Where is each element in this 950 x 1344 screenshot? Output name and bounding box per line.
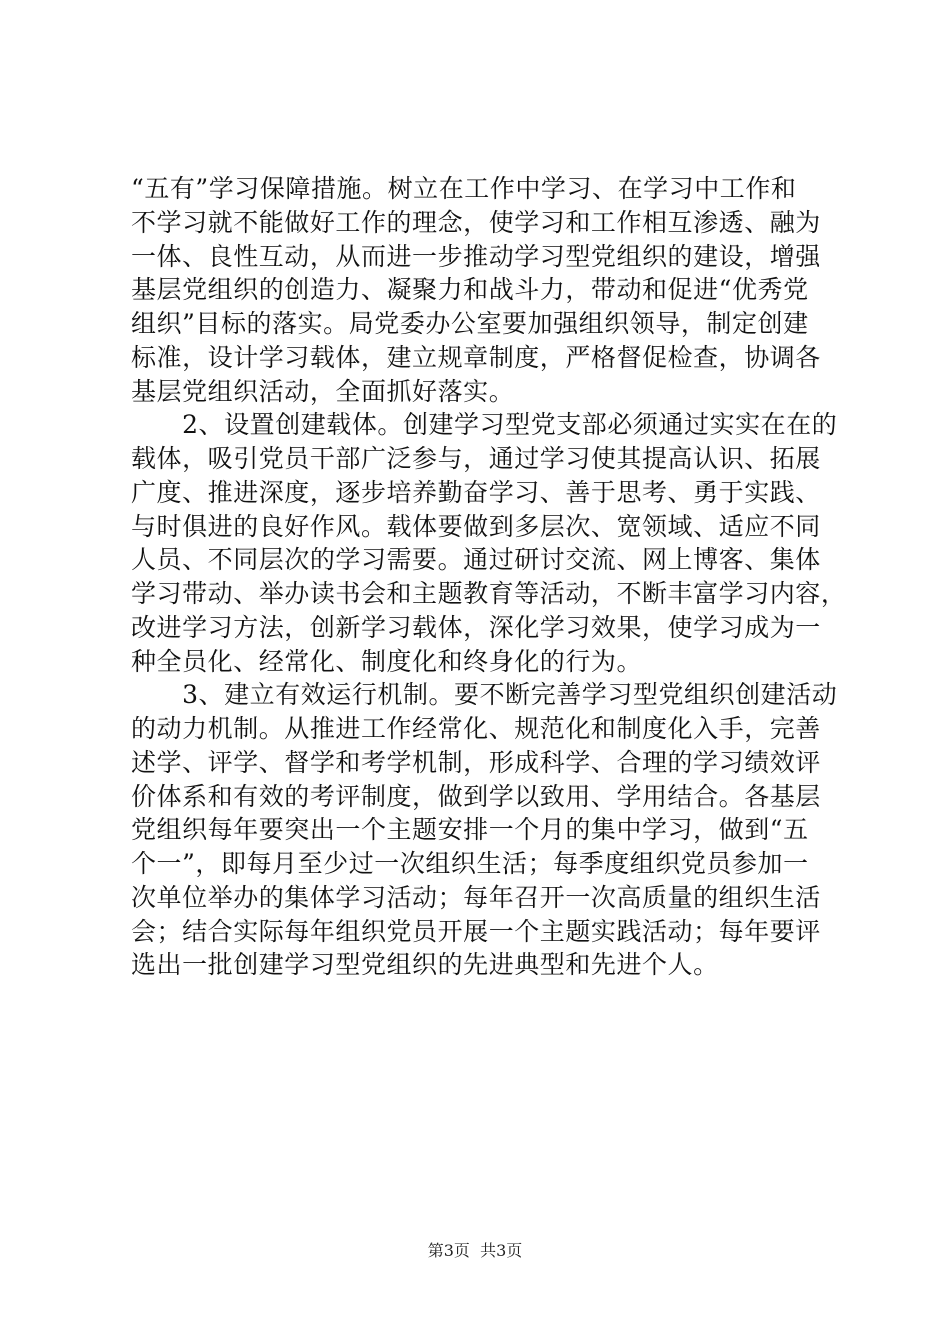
page-number-footer: 第3页 共3页 (427, 1241, 523, 1260)
text-line: 学习带动、举办读书会和主题教育等活动，不断丰富学习内容， (131, 579, 847, 608)
text-line: 党组织每年要突出一个主题安排一个月的集中学习，做到“五 (131, 815, 809, 845)
text-line: 的动力机制。从推进工作经常化、规范化和制度化入手，完善 (131, 714, 821, 743)
text-line: 改进学习方法，创新学习载体，深化学习效果，使学习成为一 (131, 612, 821, 642)
text-line: 次单位举办的集体学习活动；每年召开一次高质量的组织生活 (131, 882, 821, 912)
text-line: 述学、评学、督学和考学机制，形成科学、合理的学习绩效评 (131, 747, 821, 777)
text-line: 3、建立有效运行机制。要不断完善学习型党组织创建活动 (131, 680, 838, 710)
text-line: “五有”学习保障措施。树立在工作中学习、在学习中工作和 (131, 174, 797, 203)
text-line: 价体系和有效的考评制度，做到学以致用、学用结合。各基层 (131, 781, 821, 811)
text-line: 标准，设计学习载体，建立规章制度，严格督促检查，协调各 (131, 342, 821, 372)
text-line: 不学习就不能做好工作的理念，使学习和工作相互渗透、融为 (131, 207, 821, 237)
text-line: 人员、不同层次的学习需要。通过研讨交流、网上博客、集体 (131, 545, 821, 575)
text-line: 组织”目标的落实。局党委办公室要加强组织领导，制定创建 (131, 309, 809, 338)
text-line: 基层党组织活动，全面抓好落实。 (131, 376, 515, 406)
text-line: 选出一批创建学习型党组织的先进典型和先进个人。 (131, 950, 719, 980)
text-line: 广度、推进深度，逐步培养勤奋学习、善于思考、勇于实践、 (131, 477, 821, 507)
text-line: 种全员化、经常化、制度化和终身化的行为。 (131, 646, 643, 676)
text-line: 2、设置创建载体。创建学习型党支部必须通过实实在在的 (131, 410, 838, 440)
text-line: 一体、良性互动，从而进一步推动学习型党组织的建设，增强 (131, 241, 821, 271)
text-line: 与时俱进的良好作风。载体要做到多层次、宽领域、适应不同 (131, 511, 821, 541)
body-text (131, 172, 847, 982)
text-line: 个一”，即每月至少过一次组织生活；每季度组织党员参加一 (131, 849, 809, 878)
text-line: 载体，吸引党员干部广泛参与，通过学习使其提高认识、拓展 (131, 444, 821, 473)
text-line: 基层党组织的创造力、凝聚力和战斗力，带动和促进“优秀党 (131, 275, 809, 305)
text-line: 会；结合实际每年组织党员开展一个主题实践活动；每年要评 (131, 916, 821, 946)
